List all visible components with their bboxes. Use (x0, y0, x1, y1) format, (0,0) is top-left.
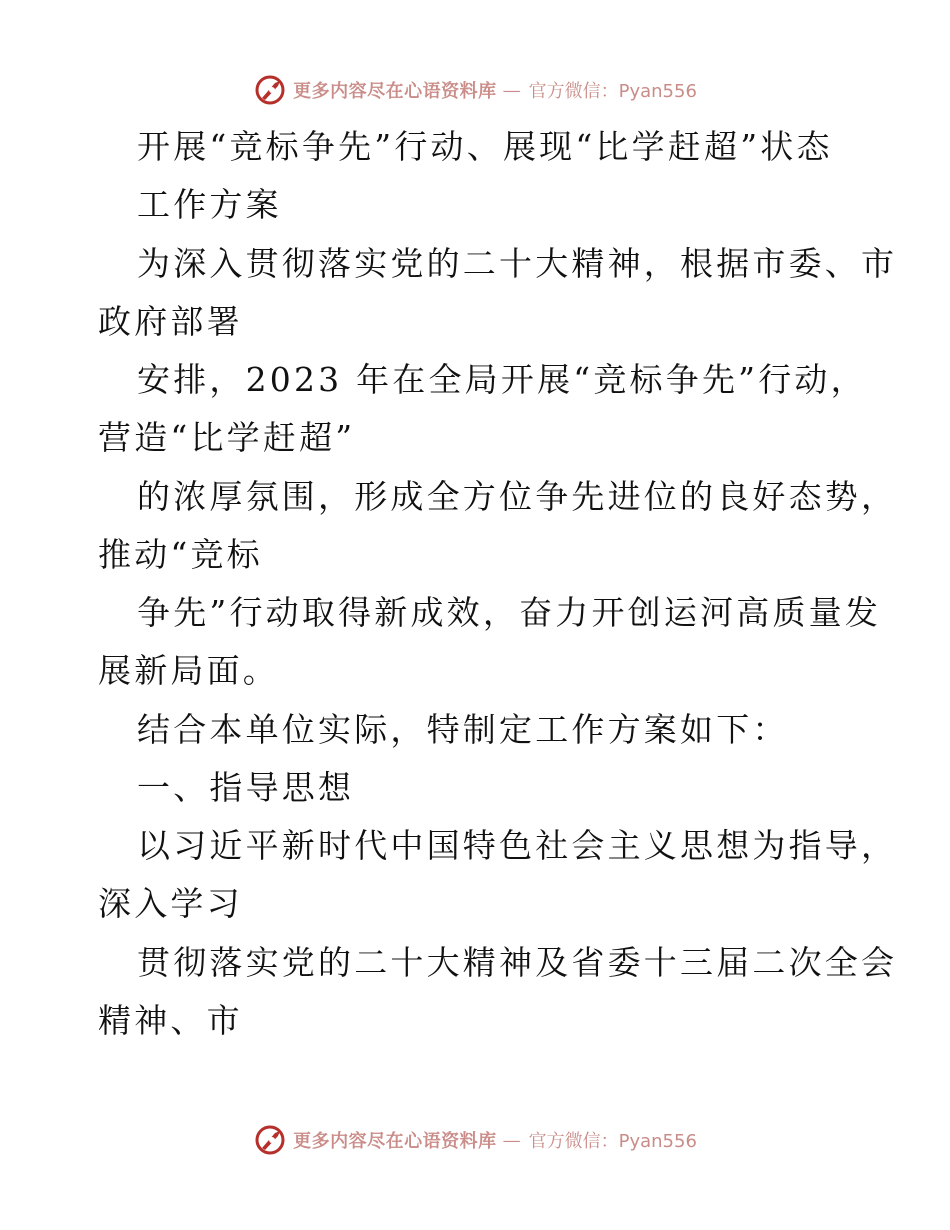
watermark-dash: — (502, 79, 521, 101)
doc-paragraph-line: 精神、市 (98, 1001, 243, 1040)
doc-paragraph-line: 政府部署 (98, 302, 243, 341)
watermark-contact: 官方微信：Pyan556 (528, 1131, 697, 1152)
footer-watermark (0, 1120, 950, 1160)
doc-paragraph-line: 推动“竞标 (98, 535, 263, 574)
doc-paragraph-line: 深入学习 (98, 884, 243, 923)
header-watermark (0, 70, 950, 110)
doc-title-line-2: 工作方案 (137, 185, 282, 224)
doc-paragraph-line: 安排，2023 年在全局开展“竞标争先”行动， (137, 360, 867, 399)
watermark-contact: 官方微信：Pyan556 (528, 81, 697, 102)
watermark-dash: — (502, 1129, 521, 1151)
doc-title-line-1: 开展“竞标争先”行动、展现“比学赶超”状态 (137, 127, 833, 166)
doc-section-heading: 一、指导思想 (137, 768, 355, 807)
doc-paragraph-line: 争先”行动取得新成效，奋力开创运河高质量发 (137, 593, 882, 632)
quill-logo-icon (253, 73, 287, 107)
doc-paragraph-line: 以习近平新时代中国特色社会主义思想为指导， (137, 826, 898, 865)
doc-paragraph-line: 的浓厚氛围，形成全方位争先进位的良好态势， (137, 477, 898, 516)
quill-logo-icon (253, 1123, 287, 1157)
watermark-text: 更多内容尽在心语资料库 (293, 1131, 497, 1152)
doc-paragraph-line: 结合本单位实际，特制定工作方案如下： (137, 710, 789, 749)
watermark-text: 更多内容尽在心语资料库 (293, 81, 497, 102)
doc-paragraph-line: 贯彻落实党的二十大精神及省委十三届二次全会 (137, 943, 898, 982)
doc-paragraph-line: 展新局面。 (98, 651, 279, 690)
doc-paragraph-line: 营造“比学赶超” (98, 418, 356, 457)
doc-paragraph-line: 为深入贯彻落实党的二十大精神，根据市委、市 (137, 244, 898, 283)
